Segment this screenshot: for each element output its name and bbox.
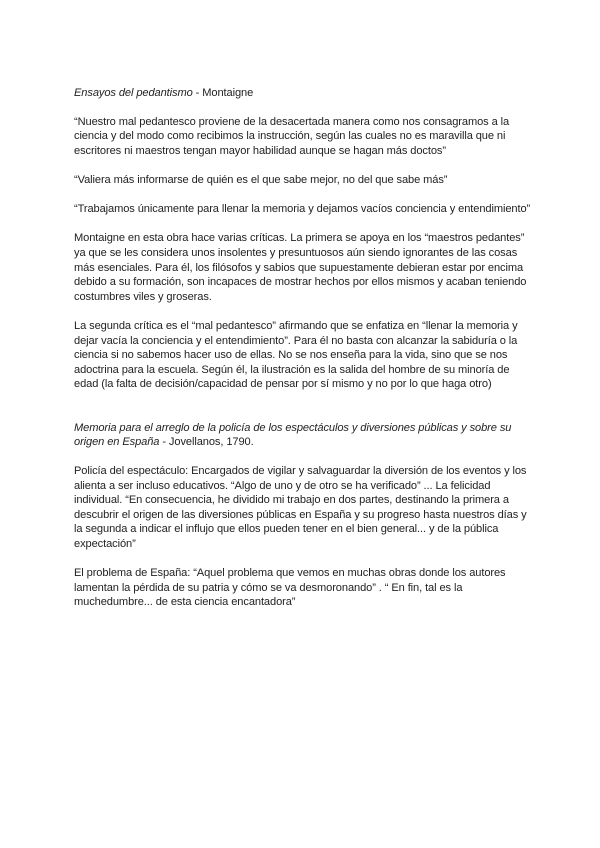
section2-heading: [74, 421, 534, 450]
paragraph-critique-2: La segunda crítica es el “mal pedantesco” afirmando que se enfatiza en “llenar la memoria y dejar vacía la conciencia y el entendimiento”. Para él no basta con alcanzar la sabiduría o la ciencia si no sabemos hacer uso de ellas. No se nos enseña para la vida, sino que se nos adoctrina para la escuela. Según él, la ilustración es la salida del hombre de su minoría de edad (la falta de decisión/capacidad de pensar por sí mismo y no por lo que haga otro): [74, 319, 518, 391]
section1-title: Ensayos del pedantismo: [74, 87, 193, 99]
quote-2: “Valiera más informarse de quién es el que sabe mejor, no del que sabe más”: [74, 173, 448, 186]
section1-heading: [74, 86, 534, 101]
quote-3: “Trabajamos únicamente para llenar la memoria y dejamos vacíos conciencia y entendimiento”: [74, 203, 531, 216]
section1-author: - Montaigne: [192, 87, 254, 99]
document-page: [74, 86, 534, 610]
paragraph-problema: El problema de España: “Aquel problema que vemos en muchas obras donde los autores lamentan la pérdida de su patria y cómo se va desmoronando” . “ En fin, tal es la muchedumbre... de esta ciencia encantadora”: [74, 567, 506, 609]
quote-1: “Nuestro mal pedantesco proviene de la desacertada manera como nos consagramos a la ciencia y del modo como recibimos la instrucción, según las cuales no es maravilla que ni escritores ni maestros tengan mayor habilidad aunque se hagan más doctos”: [74, 115, 510, 157]
section2-title: Memoria para el arreglo de la policía de los espectáculos y diversiones públicas y sobre su origen en España: [74, 421, 512, 449]
paragraph-critique-1: Montaigne en esta obra hace varias críticas. La primera se apoya en los “maestros pedantes” ya que se les considera unos insolentes y presuntuosos aún siendo ignorantes de las cosas más esenciales. Para él, los filósofos y sabios que supuestamente debieran estar por encima debido a su formación, son incapaces de mostrar hechos por ellos mismos y acaban teniendo costumbres viles y groseras.: [74, 232, 527, 303]
paragraph-policia: Policía del espectáculo: Encargados de vigilar y salvaguardar la diversión de los eventos y los alienta a ser incluso educativos. “Algo de uno y de otro se ha verificado” ... La felicidad individual. “En consecuencia, he dividido mi trabajo en dos partes, destinando la primera a descubrir el origen de las diversiones públicas en España y su progreso hasta nuestros días y la segunda a indicar el influjo que ellos pueden tener en el bien general... y de la pública expectación”: [74, 465, 527, 551]
section2-author: - Jovellanos, 1790.: [159, 436, 254, 449]
